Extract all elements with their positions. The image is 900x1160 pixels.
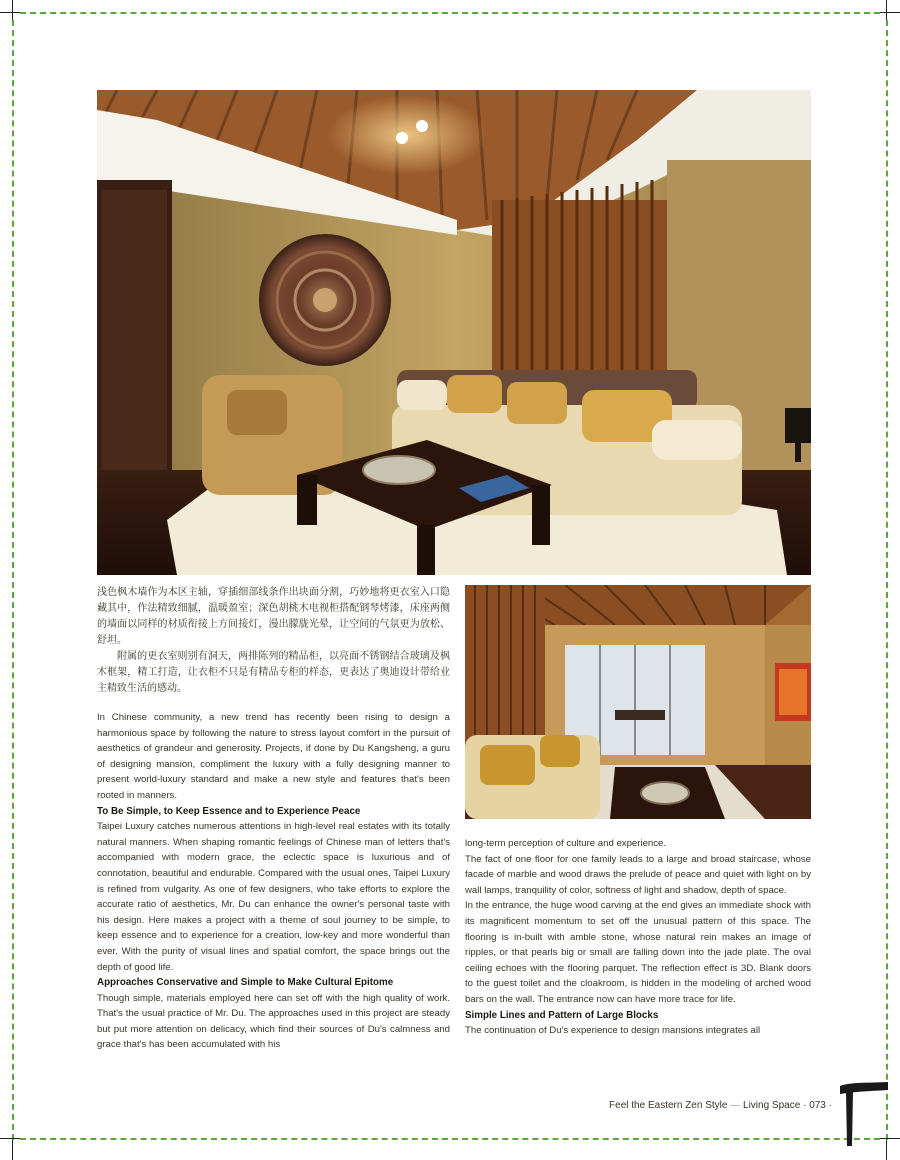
left-text-column <box>97 710 450 1053</box>
frame-top-dashes <box>20 12 880 14</box>
right-text-column <box>465 836 811 1039</box>
chinese-paragraph-2: 附属的更衣室则别有洞天，两排陈列的精品柜，以亮面不锈钢结合玻璃及枫木框架，精工打造，让衣柜不只是有精品专柜的样态，更表达了奥迪设计带给业主精致生活的感动。 <box>97 651 450 694</box>
body-paragraph: The fact of one floor for one family leads to a large and broad staircase, whose facade of marble and wood draws the prelude of peace and quiet with light on by wall lamps, tranquility of color, softness of light and shadow, depth of space. <box>465 853 811 896</box>
body-paragraph: Though simple, materials employed here can set off with the high quality of work. That's the usual practice of Mr. Du. The approaches used in this project are steady but put more attention on delicacy, which find their sources of Du's calmness and grace that's has been accumulated with his <box>97 992 450 1051</box>
crop-mark <box>0 1138 20 1139</box>
body-paragraph: Taipei Luxury catches numerous attentions in high-level real estates with its totally natural manners. When shaping romantic feelings of Chinese man of letters that's accompanied with modern grace, the eclectic space is luxurious and of connotation, beautiful and endurable. Compared with the usual ones, Taipei Luxury is refined from vulgarity. As one of few designers, who take efforts to explore the accurate ratio of aesthetics, Mr. Du can enhance the owner's personal taste with his design. Here makes a project with a theme of soul journey to be simple, to keep essence and to experience for a creation, low-key and more wonderful than ever. With the purity of visual lines and spatial comfort, the space brings out the depth of good life. <box>97 821 450 973</box>
section-heading-simple-lines: Simple Lines and Pattern of Large Blocks <box>465 1009 659 1021</box>
brush-t-icon <box>838 1080 890 1150</box>
chinese-text-block <box>97 585 450 697</box>
section-heading-cultural-epitome: Approaches Conservative and Simple to Make Cultural Epitome <box>97 977 394 989</box>
crop-mark <box>12 0 13 20</box>
body-paragraph: In the entrance, the huge wood carving at the end gives an immediate shock with its magnificent momentum to set off the unusual pattern of this space. The flooring is in-built with amble stone, whose natural rein makes an image of ripples, or that pearls big or small are falling down into the jade plate. The oval ceiling echoes with the flooring parquet. The reflection effect is 3D. Blank doors to the guest toilet and the cloakroom, is hidden in the modeling of arched wood bars on the wall. The entrance now can have more trace for life. <box>465 900 811 1005</box>
intro-paragraph: In Chinese community, a new trend has recently been rising to design a harmonious space by following the nature to stress layout comfort in the pursuit of aesthetics of grandeur and generosity. Projects, if done by Du Kangsheng, a guru of designing mansion, compliment the luxury with a fully designing manner to present world-luxury standard and make a new style and features that's been rooted in manners. <box>97 712 450 801</box>
frame-bottom-dashes <box>20 1138 880 1140</box>
footer-separator: — <box>730 1100 741 1111</box>
section-heading-simple-essence: To Be Simple, to Keep Essence and to Experience Peace <box>97 805 361 817</box>
page-footer: Feel the Eastern Zen Style — Living Space · 073 · <box>609 1100 832 1111</box>
living-room-photo <box>97 90 811 575</box>
page-number: 073 <box>809 1100 826 1111</box>
body-paragraph: long-term perception of culture and experience. <box>465 838 667 849</box>
body-paragraph: The continuation of Du's experience to design mansions integrates all <box>465 1025 761 1037</box>
crop-mark <box>12 1140 13 1160</box>
frame-right-dashes <box>886 20 888 1140</box>
frame-left-dashes <box>12 20 14 1140</box>
chinese-paragraph-1: 浅色枫木墙作为本区主轴，穿插细部线条作出块面分割，巧妙地将更衣室入口隐藏其中，作法精致细腻，温暖盈室；深色胡桃木电视柜搭配钢琴烤漆，床座两侧的墙面以同样的材质衔接上方间接灯，漫出朦胧光晕，让空间的气氛更为放松、舒坦。 <box>97 587 450 646</box>
footer-section-name: Living Space <box>743 1100 801 1111</box>
crop-mark <box>886 0 887 20</box>
crop-mark <box>0 12 20 13</box>
footer-book-title: Feel the Eastern Zen Style <box>609 1100 728 1111</box>
crop-mark <box>880 12 900 13</box>
dining-view-photo <box>465 585 811 819</box>
